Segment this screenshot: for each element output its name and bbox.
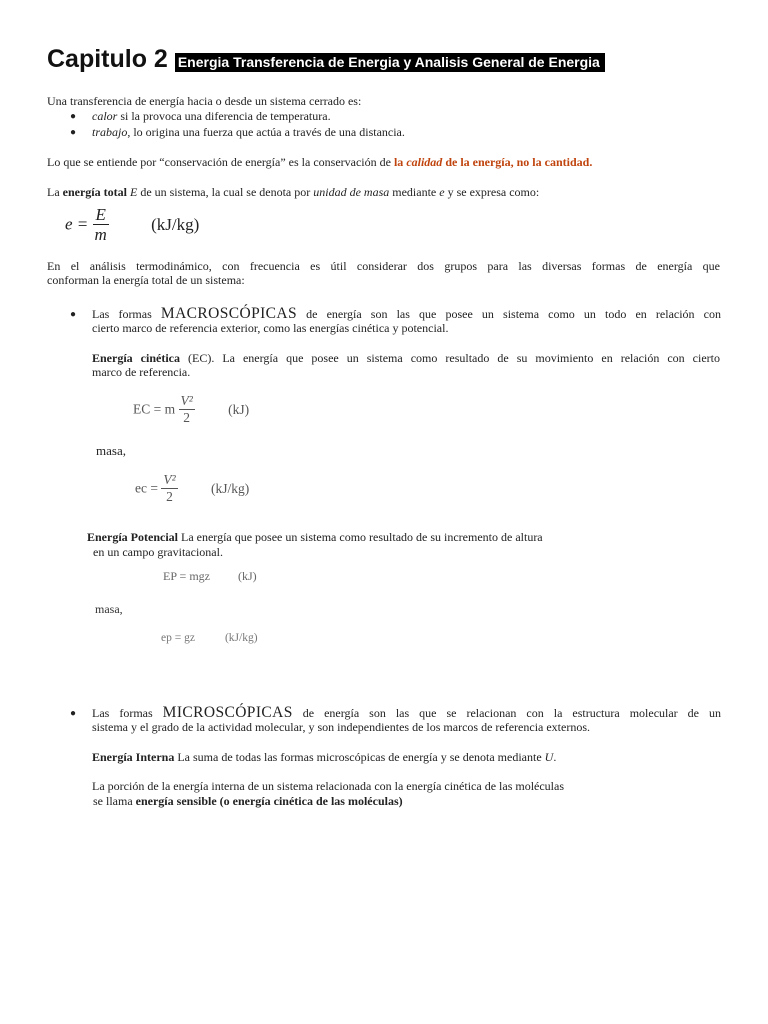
formula-kinetic-energy: EC = m $\frac{\text{V²}}{2}$ (kJ): [133, 393, 250, 425]
groups-line-1: En el análisis termodinámico, con frecuencia es útil considerar dos grupos para las diversas formas de energía que: [47, 259, 720, 273]
conservation-paragraph: Lo que se entiende por “conservación de energía” es la conservación de la calidad de la energía, no la cantidad.: [47, 155, 593, 169]
sensible-line-2: se llama energía sensible (o energía cinética de las moléculas): [93, 794, 403, 808]
potential-line-1: Energía Potencial La energía que posee un sistema como resultado de su incremento de altura: [87, 530, 543, 544]
bullet-dot-icon: ●: [70, 127, 77, 138]
total-energy-paragraph: La energía total E de un sistema, la cual se denota por unidad de masa mediante e y se expresa como:: [47, 185, 540, 199]
bullet-dot-icon: ●: [70, 111, 77, 122]
micro-line-2: sistema y el grado de la actividad molecular, y son independientes de los marcos de referencia externos.: [92, 720, 590, 734]
masa-label: masa,: [96, 443, 126, 458]
bullet-dot-icon: ●: [70, 708, 77, 719]
sensible-line-1: La porción de la energía interna de un sistema relacionada con la energía cinética de las moléculas: [92, 779, 565, 793]
groups-line-2: conforman la energía total de un sistema:: [47, 273, 245, 287]
micro-line-1: Las formas MICROSCÓPICAS de energía son las que se relacionan con la estructura molecular de un: [92, 704, 721, 721]
bullet-dot-icon: ●: [70, 309, 77, 320]
formula-total-energy: e = $\frac{E}{m}$ (kJ/kg): [65, 205, 200, 244]
formula-potential-energy-per-mass: ep = gz (kJ/kg): [161, 632, 258, 644]
kinetic-line-1: Energía cinética (EC). La energía que posee un sistema como resultado de su movimiento en relación con cierto: [92, 351, 720, 365]
potential-line-2: en un campo gravitacional.: [93, 545, 223, 559]
internal-energy-line: Energía Interna La suma de todas las formas microscópicas de energía y se denota mediante U.: [92, 750, 557, 764]
chapter-heading: [47, 45, 605, 74]
intro-line: Una transferencia de energía hacia o desde un sistema cerrado es:: [47, 94, 362, 108]
intro-bullet-calor: calor si la provoca una diferencia de temperatura.: [92, 109, 331, 123]
intro-bullet-trabajo: trabajo, lo origina una fuerza que actúa a través de una distancia.: [92, 125, 405, 139]
macro-line-2: cierto marco de referencia exterior, como las energías cinética y potencial.: [92, 321, 449, 335]
chapter-subtitle-banner: Energia Transferencia de Energia y Analisis General de Energia: [175, 53, 605, 72]
formula-kinetic-energy-per-mass: ec = $\frac{\text{V²}}{2}$ (kJ/kg): [135, 472, 250, 504]
conservation-highlight: la calidad de la energía, no la cantidad.: [393, 155, 593, 169]
formula-potential-energy: EP = mgz (kJ): [163, 569, 257, 583]
kinetic-line-2: marco de referencia.: [92, 365, 191, 379]
macro-line-1: Las formas MACROSCÓPICAS de energía son las que posee un sistema como un todo en relación con: [92, 305, 721, 322]
chapter-title: Capitulo 2: [47, 45, 168, 73]
masa-label: masa,: [95, 602, 123, 616]
